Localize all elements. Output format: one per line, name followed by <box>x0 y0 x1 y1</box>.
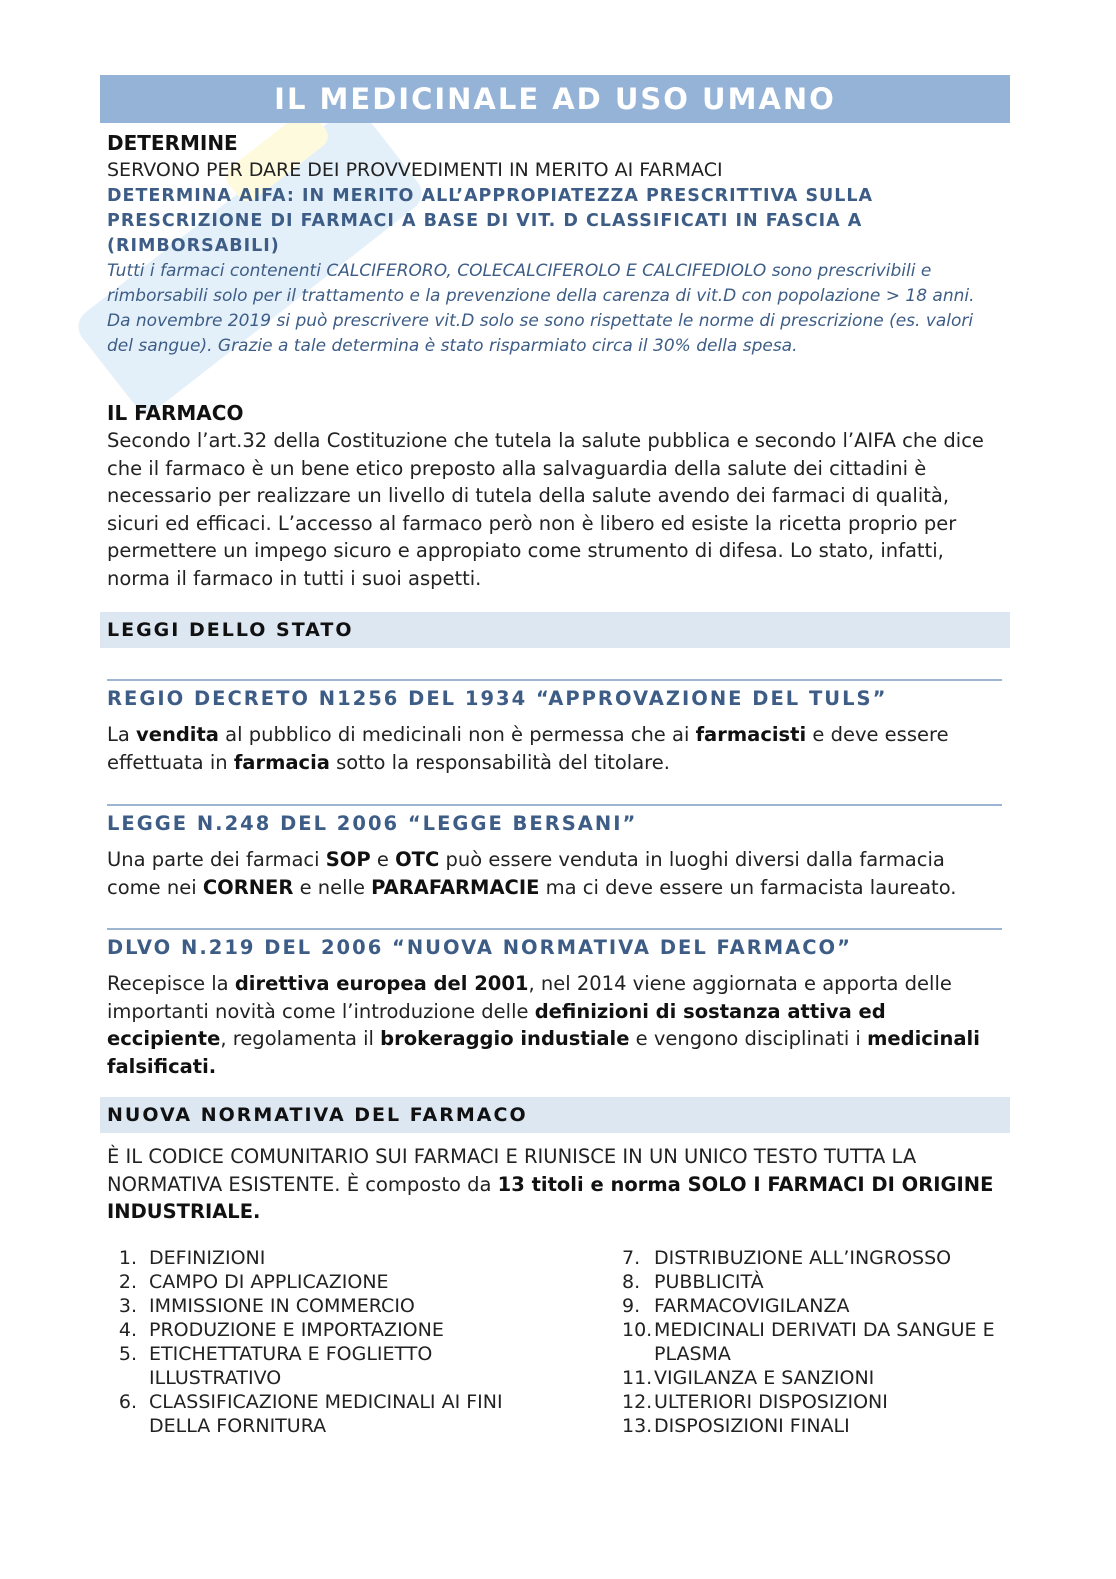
regio-text: La vendita al pubblico di medicinali non è permessa che ai farmacisti e deve essere effettuata in farmacia sotto la responsabilità del titolare. <box>107 723 949 774</box>
dlvo-heading: DLVO N.219 DEL 2006 “NUOVA NORMATIVA DEL FARMACO” <box>107 936 852 959</box>
list-item-number: 6. <box>118 1391 137 1413</box>
nuova-band-label: NUOVA NORMATIVA DEL FARMACO <box>107 1104 528 1126</box>
regio-heading: REGIO DECRETO N1256 DEL 1934 “APPROVAZIONE DEL TULS” <box>107 687 888 710</box>
list-item <box>100 1294 520 1318</box>
list-item-text: DISTRIBUZIONE ALL’INGROSSO <box>654 1247 952 1269</box>
list-item-text: PRODUZIONE E IMPORTAZIONE <box>149 1319 444 1341</box>
list-item-text: ETICHETTATURA E FOGLIETTO ILLUSTRATIVO <box>149 1343 433 1389</box>
list-item-text: CAMPO DI APPLICAZIONE <box>149 1271 389 1293</box>
farmaco-section <box>107 400 1002 592</box>
list-item-text: MEDICINALI DERIVATI DA SANGUE E PLASMA <box>654 1319 995 1365</box>
list-item-number: 1. <box>118 1247 137 1269</box>
dlvo-text: Recepisce la direttiva europea del 2001, nel 2014 viene aggiornata e apporta delle importanti novità come l’introduzione delle definizioni di sostanza attiva ed eccipiente, regolamenta il brokeraggio industiale e vengono disciplinati i medicinali falsificati. <box>107 972 980 1078</box>
list-item <box>100 1246 520 1270</box>
list-item <box>622 1414 1007 1438</box>
list-item <box>622 1294 1007 1318</box>
aifa-text: Tutti i farmaci contenenti CALCIFERORO, COLECALCIFEROLO E CALCIFEDIOLO sono prescrivibili e rimborsabili solo per il trattamento e la prevenzione della carenza di vit.D con popolazione > 18 anni. Da novembre 2019 si può prescrivere vit.D solo se sono rispettate le norme di prescrizione (es. valori del sangue). Grazie a tale determina è stato risparmiato circa il 30% della spesa. <box>107 261 975 356</box>
nuova-intro <box>107 1143 1002 1226</box>
regio-section <box>107 679 1002 776</box>
list-item-number: 12. <box>622 1391 653 1413</box>
list-item-text: VIGILANZA E SANZIONI <box>654 1367 875 1389</box>
aifa-heading: DETERMINA AIFA: IN MERITO ALL’APPROPIATEZZA PRESCRITTIVA SULLA PRESCRIZIONE DI FARMACI A BASE DI VIT. D CLASSIFICATI IN FASCIA A (RIMBORSABILI) <box>107 186 874 256</box>
list-item <box>100 1270 520 1294</box>
list-item-number: 11. <box>622 1367 653 1389</box>
list-item-text: PUBBLICITÀ <box>654 1271 764 1293</box>
list-item <box>100 1318 520 1342</box>
leggi-band-label: LEGGI DELLO STATO <box>107 619 354 641</box>
list-item <box>622 1366 1007 1390</box>
determine-subtitle: SERVONO PER DARE DEI PROVVEDIMENTI IN MERITO AI FARMACI <box>107 159 723 181</box>
list-item <box>100 1390 520 1438</box>
page-title: IL MEDICINALE AD USO UMANO <box>100 75 1010 123</box>
leggi-band <box>100 612 1010 648</box>
list-item <box>622 1246 1007 1270</box>
list-item-number: 10. <box>622 1319 653 1341</box>
list-item <box>622 1270 1007 1294</box>
bersani-heading: LEGGE N.248 DEL 2006 “LEGGE BERSANI” <box>107 812 638 835</box>
list-item-text: IMMISSIONE IN COMMERCIO <box>149 1295 415 1317</box>
titles-list-right <box>622 1246 1007 1438</box>
determine-heading: DETERMINE <box>107 131 238 155</box>
list-item-number: 8. <box>622 1271 641 1293</box>
nuova-text: È IL CODICE COMUNITARIO SUI FARMACI E RIUNISCE IN UN UNICO TESTO TUTTA LA NORMATIVA ESISTENTE. È composto da 13 titoli e norma SOLO I FARMACI DI ORIGINE INDUSTRIALE. <box>107 1145 994 1223</box>
list-item-text: FARMACOVIGILANZA <box>654 1295 850 1317</box>
bersani-text: Una parte dei farmaci SOP e OTC può essere venduta in luoghi diversi dalla farmacia come nei CORNER e nelle PARAFARMACIE ma ci deve essere un farmacista laureato. <box>107 848 957 899</box>
nuova-band <box>100 1097 1010 1133</box>
determine-section <box>107 130 1002 359</box>
dlvo-section <box>107 928 1002 1080</box>
list-item-number: 9. <box>622 1295 641 1317</box>
list-item-text: DEFINIZIONI <box>149 1247 266 1269</box>
titles-list-left <box>100 1246 520 1438</box>
list-item-number: 3. <box>118 1295 137 1317</box>
list-item <box>622 1318 1007 1366</box>
list-item-number: 2. <box>118 1271 137 1293</box>
list-item <box>622 1390 1007 1414</box>
list-item-text: CLASSIFICAZIONE MEDICINALI AI FINI DELLA FORNITURA <box>149 1391 503 1437</box>
farmaco-heading: IL FARMACO <box>107 401 244 425</box>
list-item-number: 13. <box>622 1415 653 1437</box>
bersani-section <box>107 804 1002 901</box>
list-item-number: 5. <box>118 1343 137 1365</box>
list-item-text: DISPOSIZIONI FINALI <box>654 1415 850 1437</box>
list-item-number: 7. <box>622 1247 641 1269</box>
list-item-text: ULTERIORI DISPOSIZIONI <box>654 1391 888 1413</box>
list-item-number: 4. <box>118 1319 137 1341</box>
farmaco-text: Secondo l’art.32 della Costituzione che tutela la salute pubblica e secondo l’AIFA che dice che il farmaco è un bene etico preposto alla salvaguardia della salute dei cittadini è necessario per realizzare un livello di tutela della salute avendo dei farmaci di qualità, sicuri ed efficaci. L’accesso al farmaco però non è libero ed esiste la ricetta proprio per permettere un impego sicuro e appropiato come strumento di difesa. Lo stato, infatti, norma il farmaco in tutti i suoi aspetti. <box>107 429 984 590</box>
list-item <box>100 1342 520 1390</box>
